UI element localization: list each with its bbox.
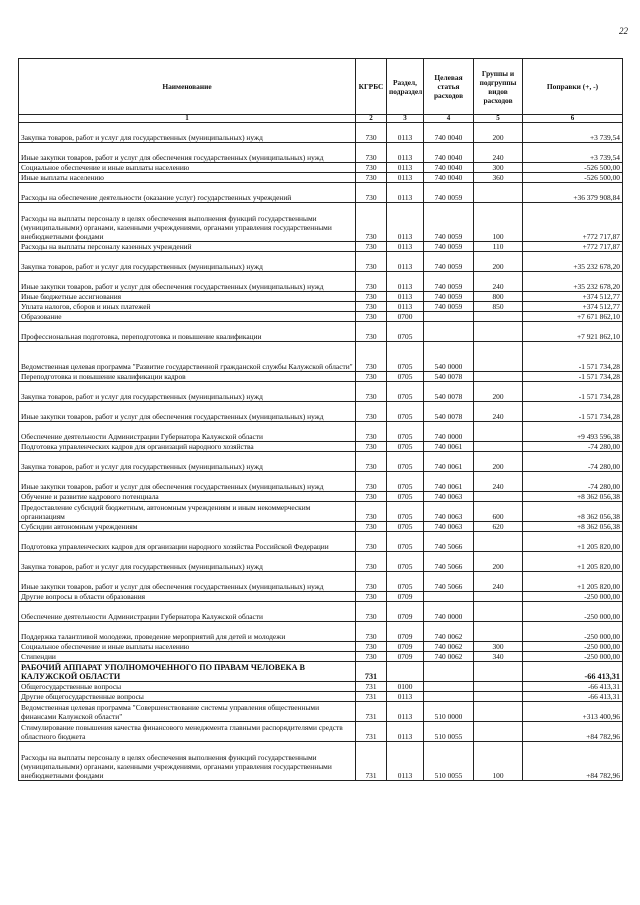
row-amount: -74 280,00	[523, 442, 623, 452]
row-expense-type: 240	[474, 472, 523, 492]
row-amount: -250 000,00	[523, 622, 623, 642]
row-amount: -1 571 734,28	[523, 402, 623, 422]
row-krbs: 730	[356, 502, 387, 522]
table-row	[19, 372, 623, 382]
row-name: Иные закупки товаров, работ и услуг для обеспечения государственных (муниципальных) нужд	[19, 472, 356, 492]
table-row	[19, 742, 623, 781]
row-name: Иные бюджетные ассигнования	[19, 292, 356, 302]
row-amount: +772 717,87	[523, 203, 623, 242]
table-row	[19, 422, 623, 442]
row-amount: +7 671 862,10	[523, 312, 623, 322]
row-amount: +7 921 862,10	[523, 322, 623, 342]
row-section: 0113	[387, 692, 424, 702]
row-target: 740 0040	[424, 163, 474, 173]
row-target: 740 0063	[424, 522, 474, 532]
row-amount: -250 000,00	[523, 592, 623, 602]
row-target: 740 0059	[424, 252, 474, 272]
row-name: Иные выплаты населению	[19, 173, 356, 183]
row-expense-type: 340	[474, 652, 523, 662]
row-amount: -1 571 734,28	[523, 342, 623, 372]
row-expense-type	[474, 372, 523, 382]
row-name: Иные закупки товаров, работ и услуг для обеспечения государственных (муниципальных) нужд	[19, 272, 356, 292]
row-name: Социальное обеспечение и иные выплаты населению	[19, 642, 356, 652]
row-name: Расходы на обеспечение деятельности (оказание услуг) государственных учреждений	[19, 183, 356, 203]
row-target	[424, 322, 474, 342]
row-krbs: 730	[356, 123, 387, 143]
row-expense-type	[474, 602, 523, 622]
row-target	[424, 312, 474, 322]
row-amount: -1 571 734,28	[523, 382, 623, 402]
row-section: 0113	[387, 183, 424, 203]
row-section: 0709	[387, 602, 424, 622]
row-amount: +3 739,54	[523, 143, 623, 163]
row-section: 0113	[387, 272, 424, 292]
row-krbs: 730	[356, 402, 387, 422]
table-row	[19, 602, 623, 622]
row-expense-type: 620	[474, 522, 523, 532]
row-amount: +374 512,77	[523, 292, 623, 302]
row-section: 0113	[387, 302, 424, 312]
row-section: 0113	[387, 143, 424, 163]
row-target: 510 0000	[424, 702, 474, 722]
row-krbs: 730	[356, 522, 387, 532]
row-target: 540 0078	[424, 402, 474, 422]
row-target: 510 0055	[424, 742, 474, 781]
row-amount: -526 500,00	[523, 173, 623, 183]
row-amount: -250 000,00	[523, 652, 623, 662]
row-section: 0113	[387, 123, 424, 143]
row-section: 0705	[387, 552, 424, 572]
row-krbs: 731	[356, 742, 387, 781]
row-amount: +772 717,87	[523, 242, 623, 252]
row-name: Ведомственная целевая программа "Развитие государственной гражданской службы Калужской области"	[19, 342, 356, 372]
row-amount: +84 782,96	[523, 742, 623, 781]
row-krbs: 731	[356, 702, 387, 722]
row-expense-type	[474, 342, 523, 372]
table-row	[19, 652, 623, 662]
row-expense-type	[474, 692, 523, 702]
row-section: 0705	[387, 502, 424, 522]
row-expense-type: 200	[474, 452, 523, 472]
table-row	[19, 452, 623, 472]
row-section: 0705	[387, 322, 424, 342]
table-row	[19, 203, 623, 242]
row-target: 740 0059	[424, 302, 474, 312]
row-name: Иные закупки товаров, работ и услуг для обеспечения государственных (муниципальных) нужд	[19, 143, 356, 163]
row-section: 0113	[387, 722, 424, 742]
row-target: 740 0062	[424, 642, 474, 652]
row-expense-type	[474, 702, 523, 722]
row-name: Обеспечение деятельности Администрации Губернатора Калужской области	[19, 602, 356, 622]
row-krbs: 730	[356, 642, 387, 652]
row-expense-type: 110	[474, 242, 523, 252]
column-number-row	[19, 115, 623, 123]
row-section: 0705	[387, 442, 424, 452]
row-amount: +1 205 820,00	[523, 532, 623, 552]
budget-table	[18, 58, 623, 781]
row-krbs: 731	[356, 722, 387, 742]
row-section: 0705	[387, 342, 424, 372]
row-name: Закупка товаров, работ и услуг для государственных (муниципальных) нужд	[19, 252, 356, 272]
table-row	[19, 522, 623, 532]
row-target: 740 0040	[424, 123, 474, 143]
row-krbs: 730	[356, 272, 387, 292]
row-expense-type: 200	[474, 552, 523, 572]
table-row	[19, 472, 623, 492]
row-expense-type	[474, 322, 523, 342]
row-amount: -250 000,00	[523, 642, 623, 652]
row-section: 0113	[387, 163, 424, 173]
row-target: 740 5066	[424, 532, 474, 552]
row-name: Уплата налогов, сборов и иных платежей	[19, 302, 356, 312]
row-name: Другие общегосударственные вопросы	[19, 692, 356, 702]
row-section: 0705	[387, 452, 424, 472]
row-amount: -66 413,31	[523, 682, 623, 692]
row-expense-type	[474, 662, 523, 682]
table-row	[19, 502, 623, 522]
row-target: 740 0061	[424, 452, 474, 472]
row-expense-type: 300	[474, 163, 523, 173]
table-row	[19, 492, 623, 502]
table-row	[19, 662, 623, 682]
row-name: Профессиональная подготовка, переподготовка и повышение квалификации	[19, 322, 356, 342]
row-target: 740 5066	[424, 572, 474, 592]
row-krbs: 730	[356, 452, 387, 472]
column-number: 5	[474, 115, 523, 123]
column-number: 6	[523, 115, 623, 123]
row-name: Стимулирование повышения качества финансового менеджмента главными распорядителями средств областного бюджета	[19, 722, 356, 742]
header-groups: Группы и подгруппы видов расходов	[474, 59, 523, 115]
row-target: 740 5066	[424, 552, 474, 572]
table-row	[19, 292, 623, 302]
row-name: Другие вопросы в области образования	[19, 592, 356, 602]
row-krbs: 731	[356, 682, 387, 692]
row-amount: -526 500,00	[523, 163, 623, 173]
row-name: Подготовка управленческих кадров для организаций народного хозяйства	[19, 442, 356, 452]
table-row	[19, 592, 623, 602]
row-section: 0705	[387, 372, 424, 382]
row-krbs: 730	[356, 183, 387, 203]
table-row	[19, 123, 623, 143]
row-expense-type: 200	[474, 252, 523, 272]
row-expense-type	[474, 183, 523, 203]
row-name: РАБОЧИЙ АППАРАТ УПОЛНОМОЧЕННОГО ПО ПРАВАМ ЧЕЛОВЕКА В КАЛУЖСКОЙ ОБЛАСТИ	[19, 662, 356, 682]
table-row	[19, 642, 623, 652]
row-target: 740 0000	[424, 602, 474, 622]
table-row	[19, 322, 623, 342]
row-krbs: 731	[356, 662, 387, 682]
row-amount: +1 205 820,00	[523, 572, 623, 592]
row-section: 0705	[387, 522, 424, 532]
row-name: Предоставление субсидий бюджетным, автономным учреждениям и иным некоммерческим организациям	[19, 502, 356, 522]
row-amount: -74 280,00	[523, 452, 623, 472]
row-target	[424, 662, 474, 682]
row-target: 540 0078	[424, 382, 474, 402]
column-number: 2	[356, 115, 387, 123]
row-expense-type: 800	[474, 292, 523, 302]
row-name: Иные закупки товаров, работ и услуг для обеспечения государственных (муниципальных) нужд	[19, 572, 356, 592]
table-row	[19, 143, 623, 163]
row-krbs: 730	[356, 312, 387, 322]
table-row	[19, 173, 623, 183]
row-name: Подготовка управленческих кадров для организации народного хозяйства Российской Федерации	[19, 532, 356, 552]
header-amendments: Поправки (+, -)	[523, 59, 623, 115]
row-krbs: 730	[356, 552, 387, 572]
row-target: 740 0061	[424, 472, 474, 492]
row-section	[387, 662, 424, 682]
row-amount: +35 232 678,20	[523, 252, 623, 272]
row-expense-type: 240	[474, 143, 523, 163]
row-name: Закупка товаров, работ и услуг для государственных (муниципальных) нужд	[19, 382, 356, 402]
row-target: 740 0059	[424, 183, 474, 203]
row-target: 740 0062	[424, 652, 474, 662]
row-expense-type	[474, 682, 523, 692]
page-number: 22	[619, 26, 628, 36]
row-name: Социальное обеспечение и иные выплаты населению	[19, 163, 356, 173]
row-target	[424, 692, 474, 702]
row-name: Расходы на выплаты персоналу казенных учреждений	[19, 242, 356, 252]
row-section: 0709	[387, 622, 424, 642]
column-number: 4	[424, 115, 474, 123]
row-target: 740 0061	[424, 442, 474, 452]
row-amount: -1 571 734,28	[523, 372, 623, 382]
row-krbs: 730	[356, 173, 387, 183]
row-expense-type: 100	[474, 742, 523, 781]
row-expense-type: 240	[474, 572, 523, 592]
row-target: 740 0059	[424, 272, 474, 292]
row-target: 740 0059	[424, 292, 474, 302]
row-section: 0113	[387, 292, 424, 302]
table-row	[19, 622, 623, 642]
row-krbs: 730	[356, 472, 387, 492]
row-expense-type	[474, 622, 523, 642]
row-krbs: 730	[356, 252, 387, 272]
table-row	[19, 402, 623, 422]
row-amount: +84 782,96	[523, 722, 623, 742]
row-expense-type: 300	[474, 642, 523, 652]
row-amount: +3 739,54	[523, 123, 623, 143]
row-section: 0709	[387, 652, 424, 662]
row-krbs: 730	[356, 203, 387, 242]
column-number: 1	[19, 115, 356, 123]
table-row	[19, 252, 623, 272]
row-krbs: 730	[356, 652, 387, 662]
row-expense-type	[474, 722, 523, 742]
row-target: 740 0059	[424, 242, 474, 252]
row-section: 0113	[387, 702, 424, 722]
row-target: 740 0063	[424, 502, 474, 522]
row-target: 740 0062	[424, 622, 474, 642]
row-krbs: 731	[356, 692, 387, 702]
row-amount: -250 000,00	[523, 602, 623, 622]
row-name: Ведомственная целевая программа "Совершенствование системы управления общественными финансами Калужской области"	[19, 702, 356, 722]
row-name: Стипендии	[19, 652, 356, 662]
row-krbs: 730	[356, 292, 387, 302]
row-name: Субсидии автономным учреждениям	[19, 522, 356, 532]
row-expense-type	[474, 312, 523, 322]
row-krbs: 730	[356, 342, 387, 372]
row-amount: -66 413,31	[523, 692, 623, 702]
row-amount: -66 413,31	[523, 662, 623, 682]
table-row	[19, 552, 623, 572]
row-krbs: 730	[356, 492, 387, 502]
table-row	[19, 722, 623, 742]
row-section: 0113	[387, 742, 424, 781]
row-section: 0705	[387, 492, 424, 502]
row-amount: +9 493 596,38	[523, 422, 623, 442]
row-section: 0700	[387, 312, 424, 322]
row-section: 0705	[387, 422, 424, 442]
row-section: 0113	[387, 203, 424, 242]
row-expense-type: 850	[474, 302, 523, 312]
row-expense-type	[474, 442, 523, 452]
row-section: 0705	[387, 572, 424, 592]
row-amount: +8 362 056,38	[523, 522, 623, 532]
table-row	[19, 532, 623, 552]
table-row	[19, 312, 623, 322]
row-krbs: 730	[356, 302, 387, 312]
row-expense-type: 100	[474, 203, 523, 242]
row-section: 0100	[387, 682, 424, 692]
row-target: 740 0040	[424, 173, 474, 183]
row-target	[424, 592, 474, 602]
table-row	[19, 382, 623, 402]
table-row	[19, 342, 623, 372]
table-row	[19, 302, 623, 312]
table-row	[19, 242, 623, 252]
table-row	[19, 692, 623, 702]
row-name: Обучение и развитие кадрового потенциала	[19, 492, 356, 502]
row-amount: +35 232 678,20	[523, 272, 623, 292]
row-krbs: 730	[356, 382, 387, 402]
row-expense-type: 240	[474, 272, 523, 292]
column-number: 3	[387, 115, 424, 123]
row-target: 740 0040	[424, 143, 474, 163]
header-name: Наименование	[19, 59, 356, 115]
table-row	[19, 272, 623, 292]
row-target	[424, 682, 474, 692]
row-expense-type	[474, 422, 523, 442]
row-section: 0709	[387, 642, 424, 652]
row-section: 0709	[387, 592, 424, 602]
header-target: Целевая статья расходов	[424, 59, 474, 115]
row-name: Образование	[19, 312, 356, 322]
row-krbs: 730	[356, 143, 387, 163]
table-row	[19, 572, 623, 592]
row-name: Закупка товаров, работ и услуг для государственных (муниципальных) нужд	[19, 552, 356, 572]
row-expense-type: 240	[474, 402, 523, 422]
row-krbs: 730	[356, 572, 387, 592]
table-row	[19, 183, 623, 203]
header-section: Раздел, подраздел	[387, 59, 424, 115]
row-name: Закупка товаров, работ и услуг для государственных (муниципальных) нужд	[19, 123, 356, 143]
row-krbs: 730	[356, 592, 387, 602]
row-krbs: 730	[356, 602, 387, 622]
row-name: Переподготовка и повышение квалификации кадров	[19, 372, 356, 382]
row-section: 0113	[387, 173, 424, 183]
header-krbs: КГРБС	[356, 59, 387, 115]
row-target: 740 0063	[424, 492, 474, 502]
table-row	[19, 682, 623, 692]
row-krbs: 730	[356, 163, 387, 173]
row-target: 510 0055	[424, 722, 474, 742]
row-section: 0113	[387, 242, 424, 252]
row-amount: +36 379 908,84	[523, 183, 623, 203]
row-amount: +8 362 056,38	[523, 492, 623, 502]
table-row	[19, 442, 623, 452]
row-target: 740 0000	[424, 422, 474, 442]
row-amount: -74 280,00	[523, 472, 623, 492]
row-section: 0113	[387, 252, 424, 272]
row-expense-type	[474, 492, 523, 502]
row-name: Поддержка талантливой молодежи, проведение мероприятий для детей и молодежи	[19, 622, 356, 642]
row-name: Закупка товаров, работ и услуг для государственных (муниципальных) нужд	[19, 452, 356, 472]
row-krbs: 730	[356, 422, 387, 442]
row-name: Иные закупки товаров, работ и услуг для обеспечения государственных (муниципальных) нужд	[19, 402, 356, 422]
row-krbs: 730	[356, 532, 387, 552]
row-krbs: 730	[356, 622, 387, 642]
row-target: 540 0078	[424, 372, 474, 382]
row-name: Расходы на выплаты персоналу в целях обеспечения выполнения функций государственными (муниципальными) органами, казенными учреждениями, органами управления государственными внебюджетными фондами	[19, 742, 356, 781]
row-amount: +374 512,77	[523, 302, 623, 312]
row-target: 540 0000	[424, 342, 474, 372]
row-name: Общегосударственные вопросы	[19, 682, 356, 692]
header-row	[19, 59, 623, 115]
row-section: 0705	[387, 532, 424, 552]
row-target: 740 0059	[424, 203, 474, 242]
row-amount: +8 362 056,38	[523, 502, 623, 522]
row-name: Обеспечение деятельности Администрации Губернатора Калужской области	[19, 422, 356, 442]
table-row	[19, 702, 623, 722]
row-amount: +1 205 820,00	[523, 552, 623, 572]
row-expense-type: 600	[474, 502, 523, 522]
row-expense-type	[474, 532, 523, 552]
row-expense-type: 200	[474, 382, 523, 402]
row-section: 0705	[387, 382, 424, 402]
row-krbs: 730	[356, 322, 387, 342]
table-row	[19, 163, 623, 173]
row-name: Расходы на выплаты персоналу в целях обеспечения выполнения функций государственными (муниципальными) органами, казенными учреждениями, органами управления государственными внебюджетными фондами	[19, 203, 356, 242]
row-expense-type: 200	[474, 123, 523, 143]
row-section: 0705	[387, 472, 424, 492]
row-section: 0705	[387, 402, 424, 422]
row-amount: +313 400,96	[523, 702, 623, 722]
row-krbs: 730	[356, 242, 387, 252]
row-expense-type	[474, 592, 523, 602]
row-krbs: 730	[356, 372, 387, 382]
row-krbs: 730	[356, 442, 387, 452]
row-expense-type: 360	[474, 173, 523, 183]
